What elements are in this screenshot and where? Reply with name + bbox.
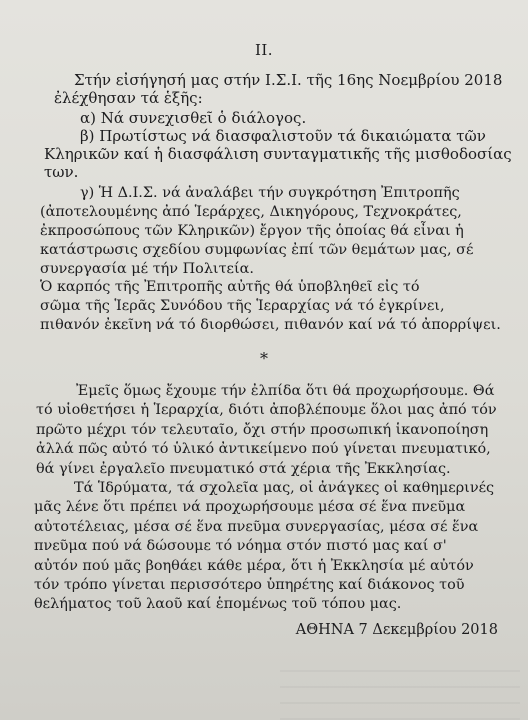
paragraph-institutions: [34, 479, 506, 615]
text-line: β) Πρωτίστως νά διασφαλιστοῦν τά δικαιώματα τῶν: [80, 127, 486, 145]
text-line: πνεῦμα πού νά δώσουμε τό νόημα στόν πιστό μας καί σ': [34, 538, 447, 555]
text-line: τό υἱοθετήσει ἡ Ἱεραρχία, διότι ἀποβλέπουμε ὅλοι μας ἀπό τόν: [36, 402, 497, 419]
text-line: α) Νά συνεχισθεῖ ὁ διάλογος.: [80, 109, 307, 127]
paragraph-item-a: [80, 109, 500, 127]
paragraph-item-b: [44, 127, 512, 181]
text-line: ἐκπροσώπους τῶν Κληρικῶν) ἔργον τῆς ὁποίας θά εἶναι ἡ: [40, 223, 464, 239]
section-separator: *: [260, 349, 268, 368]
text-line: γ) Ἡ Δ.Ι.Σ. νά ἀναλάβει τήν συγκρότηση Ἐπιτροπῆς: [80, 185, 460, 201]
text-line: Στήν εἰσήγησή μας στήν Ι.Σ.Ι. τῆς 16ης Νοεμβρίου 2018: [74, 71, 503, 89]
text-line: πιθανόν ἐκεῖνη νά τό διορθώσει, πιθανόν καί νά τό ἀπορρίψει.: [40, 317, 501, 333]
text-line: σῶμα τῆς Ἱερᾶς Συνόδου τῆς Ἱεραρχίας νά τό ἐγκρίνει,: [40, 298, 445, 314]
section-heading: ΙΙ.: [254, 41, 274, 59]
place-date: ΑΘΗΝΑ 7 Δεκεμβρίου 2018: [295, 622, 498, 638]
text-line: αὐτόν πού μᾶς βοηθάει κάθε μέρα, ὅτι ἡ Ἐκκλησία μέ αὐτόν: [34, 557, 474, 574]
text-line: Ὁ καρπός τῆς Ἐπιτροπῆς αὐτῆς θά ὑποβληθεῖ εἰς τό: [40, 279, 420, 295]
bleed-through-texture: [280, 660, 520, 720]
text-line: Κληρικῶν καί ἡ διασφάλιση συνταγματικῆς τῆς μισθοδοσίας: [44, 145, 512, 163]
text-line: μᾶς λένε ὅτι πρέπει νά προχωρήσουμε μέσα σέ ἕνα πνεῦμα: [34, 499, 466, 516]
text-line: ἀλλά πῶς αὐτό τό ὑλικό ἀντικείμενο πού γίνεται πνευματικό,: [36, 441, 491, 458]
text-line: Ἐμεῖς ὅμως ἔχουμε τήν ἐλπίδα ὅτι θά προχωρήσουμε. Θά: [76, 383, 495, 399]
paragraph-item-c: [40, 184, 504, 279]
text-line: των.: [44, 163, 79, 181]
text-line: ἐλέχθησαν τά ἑξῆς:: [54, 89, 203, 107]
text-line: συνεργασία μέ τήν Πολιτεία.: [40, 261, 254, 277]
text-line: τόν τρόπο γίνεται περισσότερο ὑπηρέτης καί διάκονος τοῦ: [34, 577, 465, 594]
paragraph-intro: [54, 71, 503, 107]
text-line: πρῶτο μέχρι τόν τελευταῖο, ὄχι στήν προσωπική ἱκανοποίηση: [36, 421, 489, 438]
text-line: θά γίνει ἐργαλεῖο πνευματικό στά χέρια τῆς Ἐκκλησίας.: [36, 460, 451, 477]
text-line: θελήματος τοῦ λαοῦ καί ἑπομένως τοῦ τόπου μας.: [34, 596, 402, 613]
paragraph-hope: [36, 382, 506, 479]
text-line: (ἀποτελουμένης ἀπό Ἱεράρχες, Δικηγόρους, Τεχνοκράτες,: [40, 204, 462, 220]
paragraph-committee: [40, 278, 504, 335]
text-line: Τά Ἱδρύματα, τά σχολεῖα μας, οἱ ἀνάγκες οἱ καθημερινές: [74, 480, 495, 496]
text-line: αὐτοτέλειας, μέσα σέ ἕνα πνεῦμα συνεργασίας, μέσα σέ ἕνα: [34, 518, 479, 535]
text-line: κατάστρωσις σχεδίου συμφωνίας ἐπί τῶν θεμάτων μας, σέ: [40, 242, 474, 258]
